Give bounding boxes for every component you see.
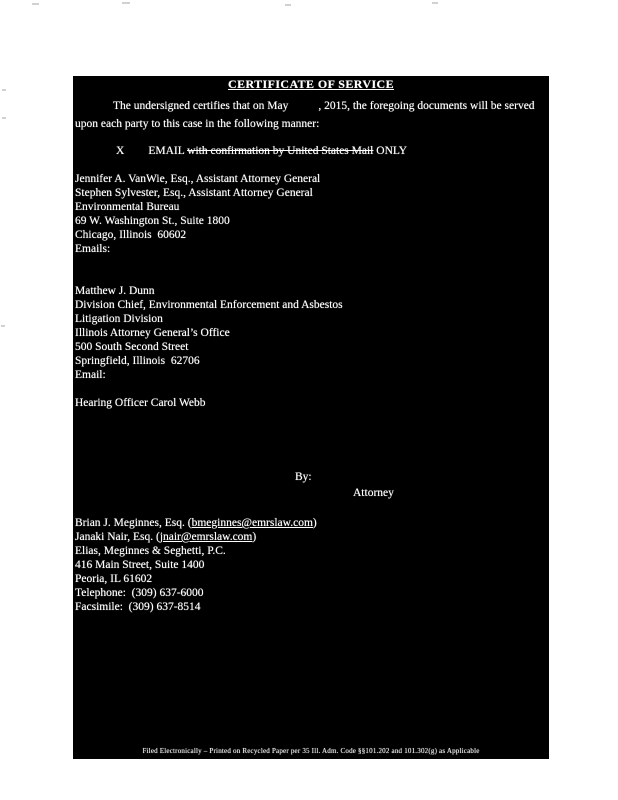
recipient-line: Springfield, Illinois 62706 xyxy=(75,355,200,367)
recipient-line: Illinois Attorney General’s Office xyxy=(75,327,230,339)
recipient-block-division-chief xyxy=(75,284,549,382)
counsel-telephone: Telephone: (309) 637-6000 xyxy=(75,587,204,599)
signature-by-label: By: xyxy=(295,471,312,483)
scan-artifact xyxy=(2,89,6,91)
scan-artifact xyxy=(432,2,438,4)
counsel-line-nair xyxy=(75,530,549,544)
counsel-street-address: 416 Main Street, Suite 1400 xyxy=(75,559,205,571)
intro-text-before-date: The undersigned certifies that on May xyxy=(113,100,289,112)
recipient-line: Jennifer A. VanWie, Esq., Assistant Attorney General xyxy=(75,173,321,185)
recipient-line: Litigation Division xyxy=(75,313,163,325)
signature-attorney-label: Attorney xyxy=(353,487,394,499)
recipient-line: Emails: xyxy=(75,243,111,255)
recipient-line: 500 South Second Street xyxy=(75,341,189,353)
counsel-firm-name: Elias, Meginnes & Seghetti, P.C. xyxy=(75,545,226,557)
scan-artifact xyxy=(2,117,6,119)
counsel-facsimile: Facsimile: (309) 637-8514 xyxy=(75,601,201,613)
service-method-line xyxy=(75,144,549,158)
document-page xyxy=(73,76,549,759)
service-method-suffix: ONLY xyxy=(373,145,408,157)
intro-text-after-date: , 2015, the foregoing documents will be served xyxy=(318,100,535,112)
service-mark-x: X xyxy=(116,145,125,157)
counsel-city-state-zip: Peoria, IL 61602 xyxy=(75,573,153,585)
recipient-line: Email: xyxy=(75,369,106,381)
recipient-line: Environmental Bureau xyxy=(75,201,180,213)
recipient-block-attorney-general xyxy=(75,172,549,256)
scan-artifact xyxy=(122,2,130,4)
counsel-block xyxy=(75,516,549,614)
counsel-paren: ) xyxy=(252,531,257,543)
scan-artifact xyxy=(32,3,39,5)
page-title: CERTIFICATE OF SERVICE xyxy=(228,77,394,91)
intro-paragraph-line1 xyxy=(75,99,549,113)
recipient-line: Chicago, Illinois 60602 xyxy=(75,229,187,241)
intro-paragraph-line2: upon each party to this case in the following manner: xyxy=(75,118,320,130)
recipient-line: 69 W. Washington St., Suite 1800 xyxy=(75,215,230,227)
recipient-line: Matthew J. Dunn xyxy=(75,285,155,297)
counsel-name: Brian J. Meginnes, Esq. ( xyxy=(75,517,192,529)
counsel-name: Janaki Nair, Esq. ( xyxy=(75,531,160,543)
counsel-line-meginnes xyxy=(75,516,549,530)
recipient-line: Hearing Officer Carol Webb xyxy=(75,397,206,409)
recipient-line: Division Chief, Environmental Enforcement and Asbestos xyxy=(75,299,343,311)
scan-artifact xyxy=(285,4,291,6)
service-method-label: EMAIL xyxy=(148,145,188,157)
email-address: bmeginnes@emrslaw.com xyxy=(191,517,313,529)
scan-artifact xyxy=(1,325,5,327)
counsel-paren: ) xyxy=(312,517,317,529)
recipient-block-hearing-officer xyxy=(75,396,549,410)
email-address: jnair@emrslaw.com xyxy=(159,531,253,543)
struck-out-text: with confirmation by United States Mail xyxy=(187,145,374,157)
filing-footer-note: Filed Electronically – Printed on Recycled Paper per 35 Ill. Adm. Code §§101.202 and 101.302(g) as Applicable xyxy=(142,747,480,755)
recipient-line: Stephen Sylvester, Esq., Assistant Attorney General xyxy=(75,187,313,199)
